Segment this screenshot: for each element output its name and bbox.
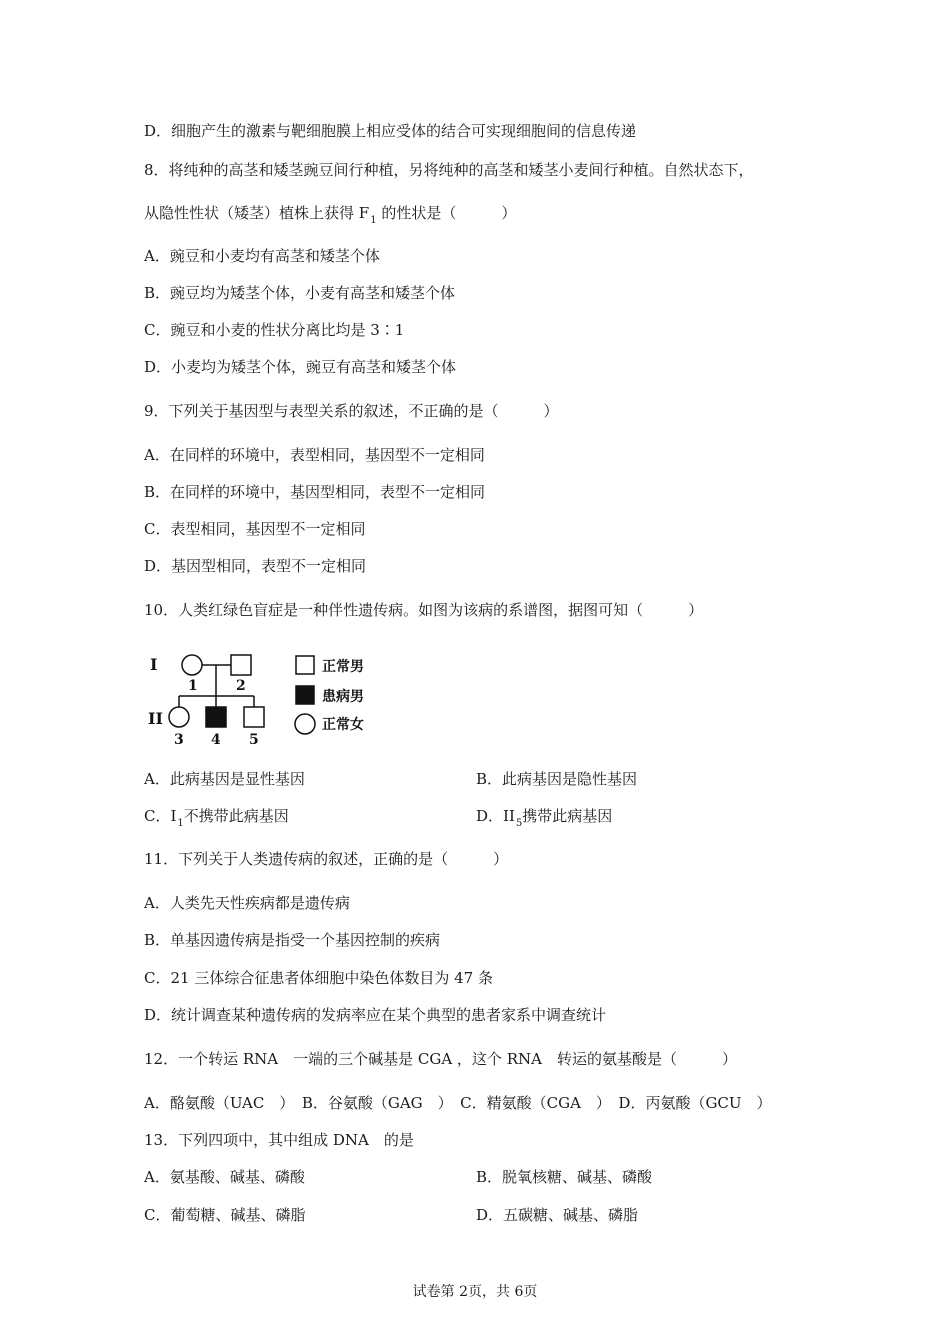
q10-option-c [144,806,289,829]
individual-2-male-normal [231,655,251,675]
q8-stem-line1: 8．将纯种的高茎和矮茎豌豆间行种植，另将纯种的高茎和矮茎小麦间行种植。自然状态下， [144,161,754,179]
q8-stem-tail: 的性状是（ ） [376,204,517,222]
q10-option-d-roman: II [503,807,515,825]
q10-option-d-subscript: 5 [515,818,523,829]
individual-4-male-affected [206,707,226,727]
q9-option-d: D．基因型相同，表型不一定相同 [144,557,367,575]
individual-1-number: 1 [188,678,198,694]
q11-option-a: A．人类先天性疾病都是遗传病 [144,894,350,912]
q13-option-d: D．五碳糖、碱基、磷脂 [476,1206,639,1224]
q13-stem: 13．下列四项中，其中组成 DNA 的是 [144,1131,414,1149]
individual-4-number: 4 [211,732,221,748]
legend-male-normal-symbol [296,656,314,674]
legend-male-normal-label: 正常男 [322,659,364,675]
q8-f1-subscript: 1 [370,215,377,226]
legend-female-normal-label: 正常女 [322,717,364,733]
legend-male-affected-symbol [296,686,314,704]
q10-option-c-text: 不携带此病基因 [183,807,289,825]
q12-stem: 12．一个转运 RNA 一端的三个碱基是 CGA ，这个 RNA 转运的氨基酸是（ ） [144,1050,737,1068]
q13-option-b: B．脱氧核糖、碱基、磷酸 [476,1168,653,1186]
q10-option-b: B．此病基因是隐性基因 [476,770,638,788]
q10-option-c-prefix: C． [144,807,171,825]
individual-2-number: 2 [236,678,246,694]
q10-option-c-roman: I [170,807,177,825]
q9-stem: 9．下列关于基因型与表型关系的叙述，不正确的是（ ） [144,402,559,420]
individual-3-female-normal [169,707,189,727]
q11-option-b: B．单基因遗传病是指受一个基因控制的疾病 [144,931,441,949]
generation-2-label: II [148,709,163,728]
q9-option-b: B．在同样的环境中，基因型相同，表型不一定相同 [144,483,486,501]
individual-5-male-normal [244,707,264,727]
q8-stem-text: 从隐性性状（矮茎）植株上获得 F [144,204,370,222]
q8-option-c: C．豌豆和小麦的性状分离比均是 3∶1 [144,321,405,339]
q10-option-d-prefix: D． [476,807,504,825]
q11-option-d: D．统计调查某种遗传病的发病率应在某个典型的患者家系中调查统计 [144,1006,607,1024]
q8-option-d: D．小麦均为矮茎个体，豌豆有高茎和矮茎个体 [144,358,457,376]
q9-option-a: A．在同样的环境中，表型相同，基因型不一定相同 [144,446,485,464]
q7-option-d: D．细胞产生的激素与靶细胞膜上相应受体的结合可实现细胞间的信息传递 [144,122,637,140]
individual-5-number: 5 [249,732,259,748]
q8-option-a: A．豌豆和小麦均有高茎和矮茎个体 [144,247,380,265]
q10-option-d-text: 携带此病基因 [522,807,613,825]
q9-option-c: C．表型相同，基因型不一定相同 [144,520,366,538]
q10-option-d [476,806,612,829]
q11-stem: 11．下列关于人类遗传病的叙述，正确的是（ ） [144,850,509,868]
q8-stem-line2 [144,203,516,226]
q12-options: A．酪氨酸（UAC ） B．谷氨酸（GAG ） C．精氨酸（CGA ） D．丙氨酸（GCU ） [144,1094,772,1112]
q11-option-c: C．21 三体综合征患者体细胞中染色体数目为 47 条 [144,969,493,987]
legend-female-normal-symbol [295,714,315,734]
generation-1-label: I [150,655,158,674]
pedigree-diagram [140,648,380,748]
q10-option-c-subscript: 1 [177,818,184,829]
q13-option-c: C．葡萄糖、碱基、磷脂 [144,1206,306,1224]
legend-male-affected-label: 患病男 [322,689,364,705]
q8-option-b: B．豌豆均为矮茎个体，小麦有高茎和矮茎个体 [144,284,456,302]
q10-option-a: A．此病基因是显性基因 [144,770,305,788]
individual-1-female-normal [182,655,202,675]
page-footer: 试卷第 2页，共 6页 [412,1284,538,1300]
q13-option-a: A．氨基酸、碱基、磷酸 [144,1168,305,1186]
individual-3-number: 3 [174,732,184,748]
q10-stem: 10．人类红绿色盲症是一种伴性遗传病。如图为该病的系谱图，据图可知（ ） [144,601,704,619]
